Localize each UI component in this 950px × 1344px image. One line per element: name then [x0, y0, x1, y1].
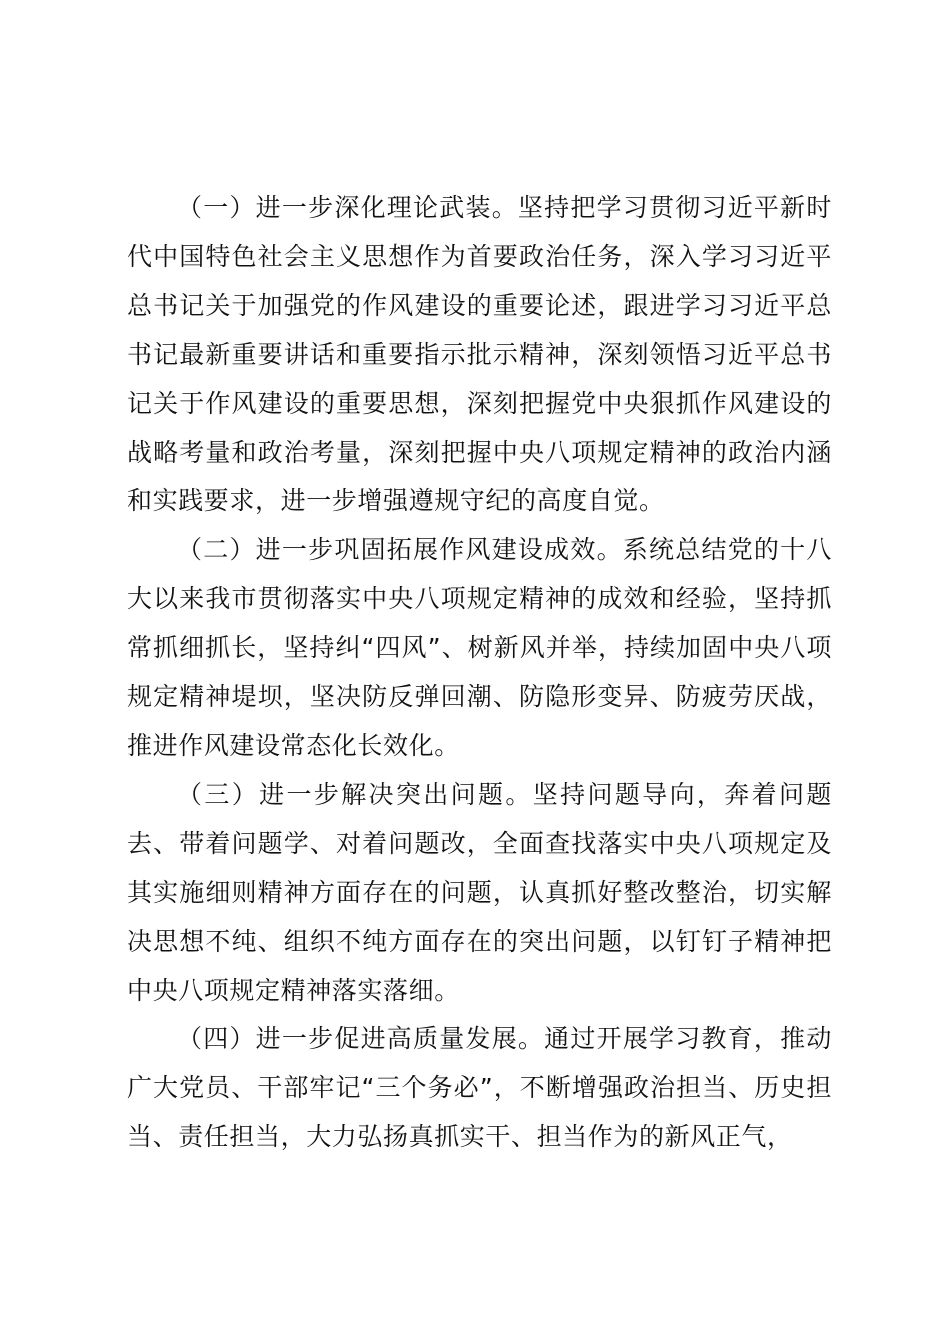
document-body: [127, 184, 832, 1162]
paragraph-2: （二）进一步巩固拓展作风建设成效。系统总结党的十八大以来我市贯彻落实中央八项规定精神的成效和经验，坚持抓常抓细抓长，坚持纠“四风”、树新风并举，持续加固中央八项规定精神堤坝，坚决防反弹回潮、防隐形变异、防疲劳厌战，推进作风建设常态化长效化。: [127, 535, 832, 760]
paragraph-1: （一）进一步深化理论武装。坚持把学习贯彻习近平新时代中国特色社会主义思想作为首要政治任务，深入学习习近平总书记关于加强党的作风建设的重要论述，跟进学习习近平总书记最新重要讲话和重要指示批示精神，深刻领悟习近平总书记关于作风建设的重要思想，深刻把握党中央狠抓作风建设的战略考量和政治考量，深刻把握中央八项规定精神的政治内涵和实践要求，进一步增强遵规守纪的高度自觉。: [127, 193, 832, 516]
paragraph-3: （三）进一步解决突出问题。坚持问题导向，奔着问题去、带着问题学、对着问题改，全面查找落实中央八项规定及其实施细则精神方面存在的问题，认真抓好整改整治，切实解决思想不纯、组织不纯方面存在的突出问题，以钉钉子精神把中央八项规定精神落实落细。: [127, 779, 832, 1005]
paragraph-4: （四）进一步促进高质量发展。通过开展学习教育，推动广大党员、干部牢记“三个务必”，不断增强政治担当、历史担当、责任担当，大力弘扬真抓实干、担当作为的新风正气，: [127, 1024, 832, 1152]
